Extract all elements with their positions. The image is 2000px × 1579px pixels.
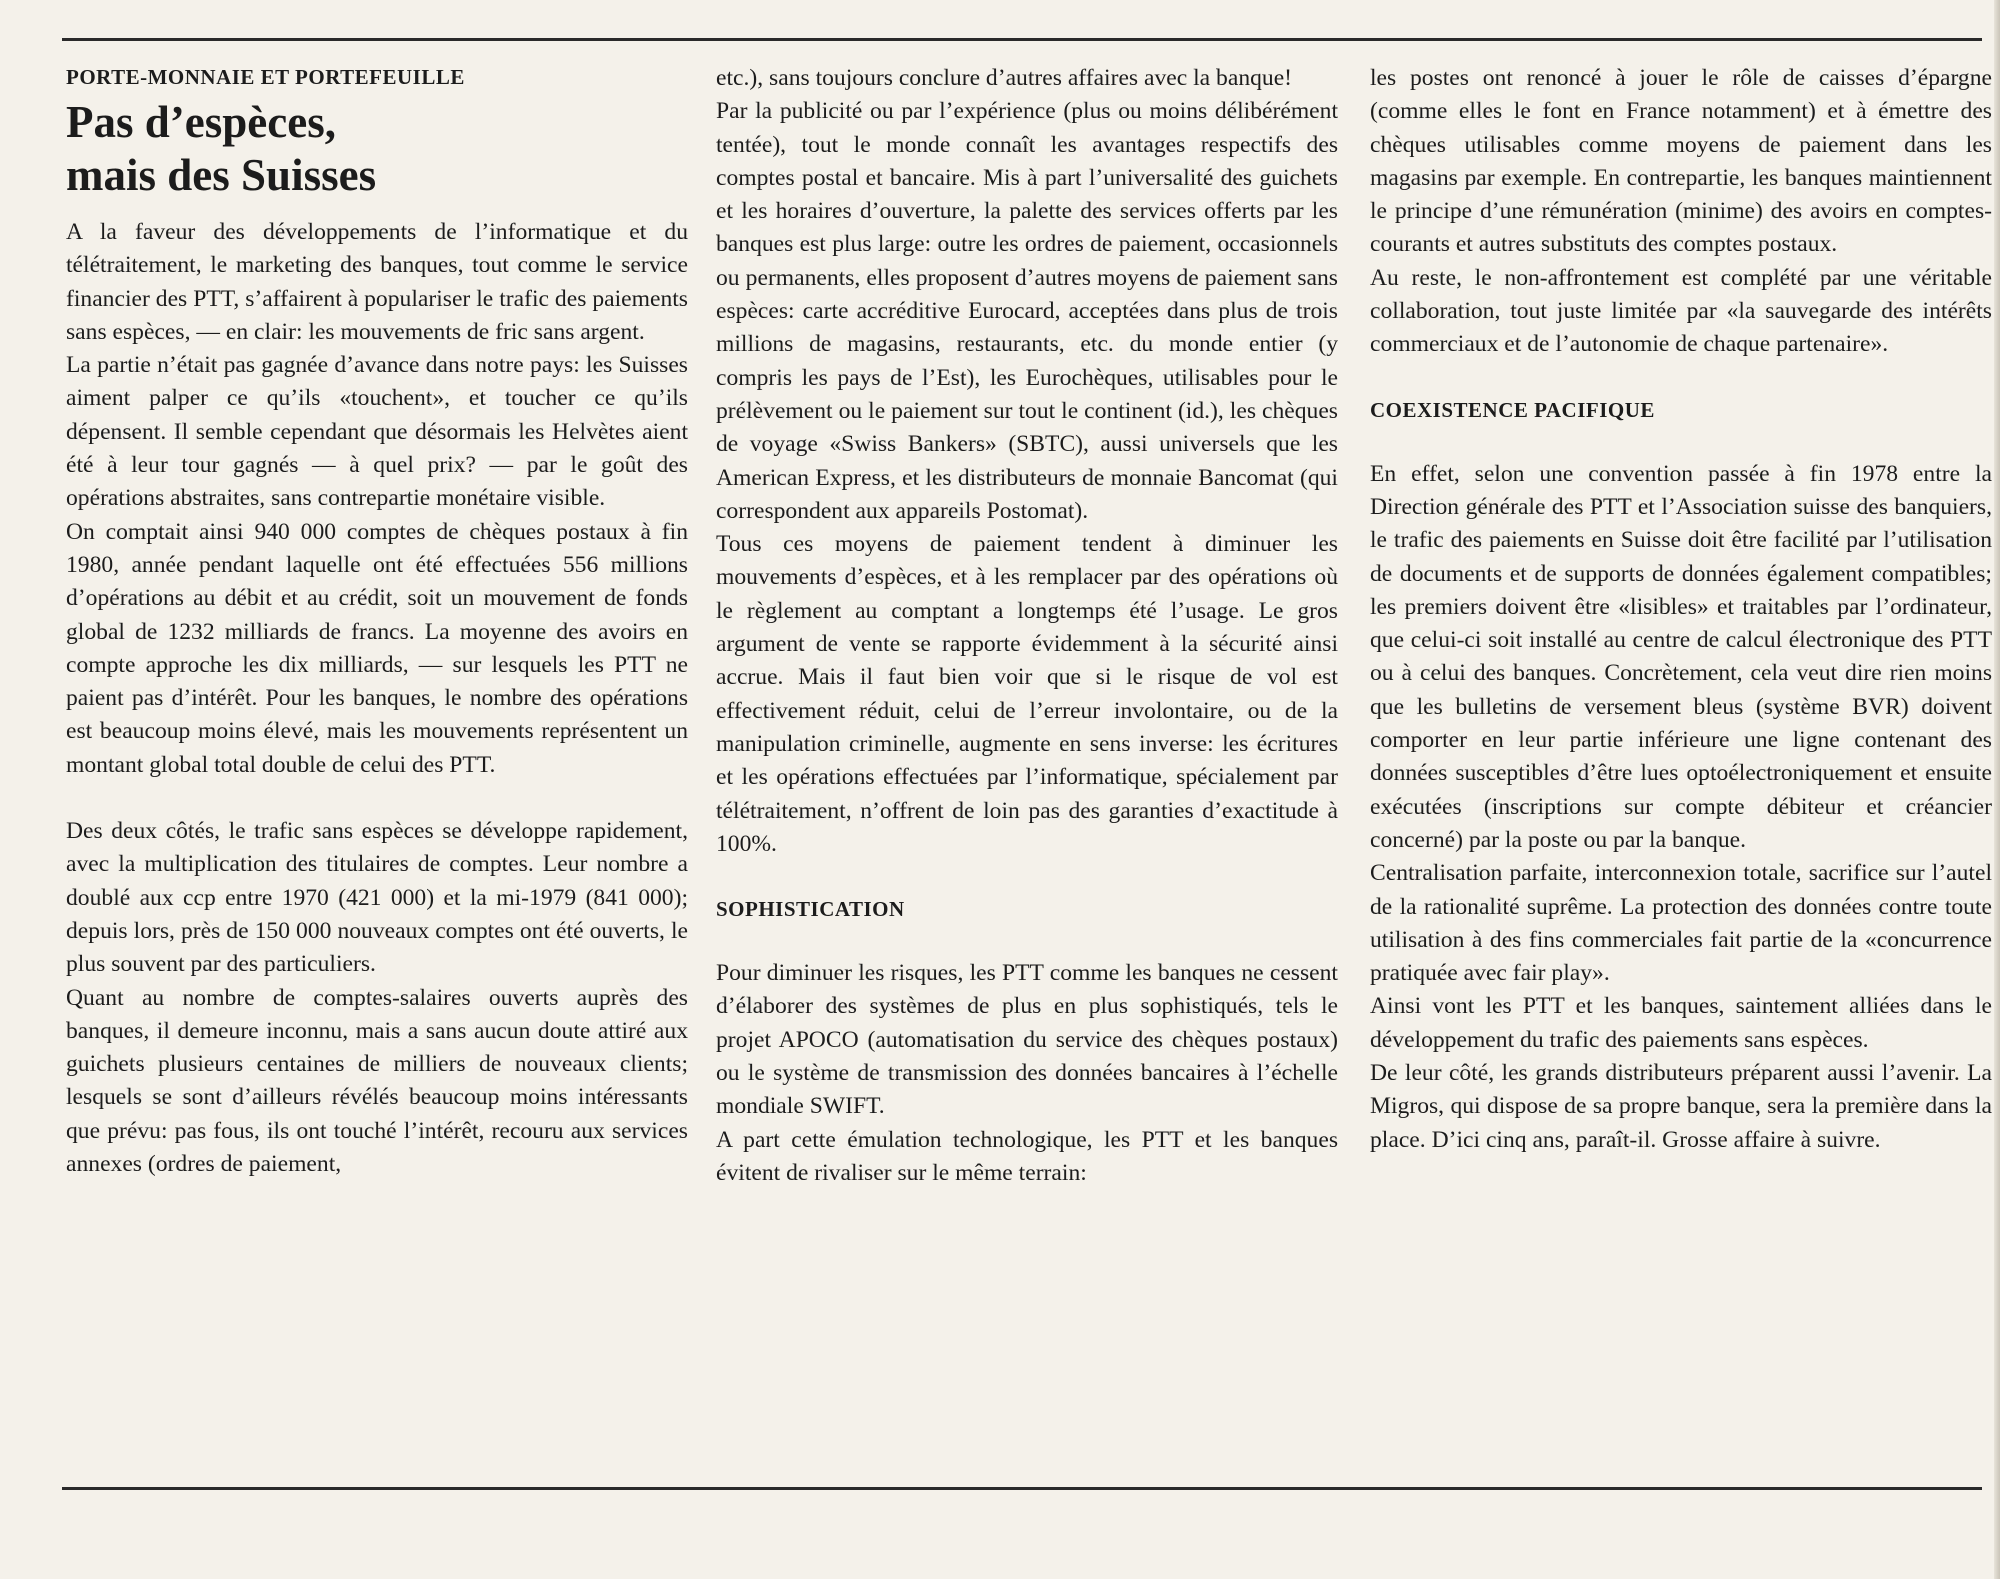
- paragraph: les postes ont renoncé à jouer le rôle de caisses d’épargne (comme elles le font en France notamment) et à émettre des chèques utilisables comme moyens de paiement dans les magasins par exemple. En contrepartie, les banques maintiennent le principe d’une rémunération (minime) des avoirs en comptes-courants et autres substituts des comptes postaux.: [1370, 65, 1992, 258]
- column-3: [1370, 62, 1992, 1157]
- paragraph: On comptait ainsi 940 000 comptes de chèques postaux à fin 1980, année pendant laquelle ont été effectuées 556 millions d’opérations au débit et au crédit, soit un mouvement de fonds global de 1232 milliards de francs. La moyenne des avoirs en compte approche les dix milliards, — sur lesquels les PTT ne paient pas d’intérêt. Pour les banques, le nombre des opérations est beaucoup moins élevé, mais les mouvements représentent un montant global total double de celui des PTT.: [66, 518, 688, 778]
- paragraph: Tous ces moyens de paiement tendent à diminuer les mouvements d’espèces, et à les remplacer par des opérations où le règlement au comptant a longtemps été l’usage. Le gros argument de vente se rapporte évidemment à la sécurité ainsi accrue. Mais il faut bien voir que si le risque de vol est effectivement réduit, celui de l’erreur involontaire, ou de la manipulation criminelle, augmente en sens inverse: les écritures et les opérations effectuées par l’informatique, spécialement par télétraitement, n’offrent de loin pas des garanties d’exactitude à 100%.: [716, 531, 1338, 857]
- paragraph: etc.), sans toujours conclure d’autres affaires avec la banque!: [716, 65, 1293, 91]
- subheading-sophistication: SOPHISTICATION: [716, 897, 905, 922]
- article-headline: [66, 96, 688, 202]
- paragraph: Au reste, le non-affrontement est complété par une véritable collaboration, tout juste limitée par «la sauvegarde des intérêts commerciaux et de l’autonomie de chaque partenaire».: [1370, 264, 1992, 358]
- paragraph: Par la publicité ou par l’expérience (plus ou moins délibérément tentée), tout le monde connaît les avantages respectifs des comptes postal et bancaire. Mis à part l’universalité des guichets et les horaires d’ouverture, la palette des services offerts par les banques est plus large: outre les ordres de paiement, occasionnels ou permanents, elles proposent d’autres moyens de paiement sans espèces: carte accréditive Eurocard, acceptées dans plus de trois millions de magasins, restaurants, etc. du monde entier (y compris les pays de l’Est), les Eurochèques, utilisables pour le prélèvement ou le paiement sur tout le continent (id.), les chèques de voyage «Swiss Bankers» (SBTC), aussi universels que les American Express, et les distributeurs de monnaie Bancomat (qui correspondent aux appareils Postomat).: [716, 98, 1338, 524]
- headline-line-1: Pas d’espèces,: [66, 97, 336, 147]
- paragraph: Ainsi vont les PTT et les banques, saintement alliées dans le développement du trafic des paiements sans espèces.: [1370, 993, 1992, 1053]
- column-2: [716, 62, 1338, 1190]
- page-binding-edge: [1994, 0, 2000, 1579]
- paragraph: Centralisation parfaite, interconnexion totale, sacrifice sur l’autel de la rationalité suprême. La protection des données contre toute utilisation à des fins commerciales fait partie de la «concurrence pratiquée avec fair play».: [1370, 860, 1992, 987]
- bottom-rule: [62, 1487, 1982, 1490]
- paragraph: De leur côté, les grands distributeurs préparent aussi l’avenir. La Migros, qui dispose de sa propre banque, sera la première dans la place. D’ici cinq ans, paraît-il. Grosse affaire à suivre.: [1370, 1060, 1992, 1153]
- paragraph: A part cette émulation technologique, les PTT et les banques évitent de rivaliser sur le même terrain:: [716, 1126, 1338, 1186]
- headline-line-2: mais des Suisses: [66, 150, 377, 200]
- paragraph: Pour diminuer les risques, les PTT comme les banques ne cessent d’élaborer des systèmes de plus en plus sophistiqués, tels le projet APOCO (automatisation du service des chèques postaux) ou le système de transmission des données bancaires à l’échelle mondiale SWIFT.: [716, 960, 1338, 1120]
- top-rule: [62, 38, 1982, 41]
- paragraph: La partie n’était pas gagnée d’avance dans notre pays: les Suisses aiment palper ce qu’ils «touchent», et toucher ce qu’ils dépensent. Il semble cependant que désormais les Helvètes aient été à leur tour gagnés — à quel prix? — par le goût des opérations abstraites, sans contrepartie monétaire visible.: [66, 352, 688, 512]
- subheading-coexistence: COEXISTENCE PACIFIQUE: [1370, 397, 1655, 422]
- paragraph: Des deux côtés, le trafic sans espèces se développe rapidement, avec la multiplication des titulaires de comptes. Leur nombre a doublé aux ccp entre 1970 (421 000) et la mi-1979 (841 000); depuis lors, près de 150 000 nouveaux comptes ont été ouverts, le plus souvent par des particuliers.: [66, 818, 688, 978]
- paragraph: Quant au nombre de comptes-salaires ouverts auprès des banques, il demeure inconnu, mais a sans aucun doute attiré aux guichets plusieurs centaines de milliers de nouveaux clients; lesquels se sont d’ailleurs révélés beaucoup moins intéressants que prévu: pas fous, ils ont touché l’intérêt, recouru aux services annexes (ordres de paiement,: [66, 984, 688, 1178]
- article-kicker: PORTE-MONNAIE ET PORTEFEUILLE: [66, 65, 465, 89]
- paragraph: En effet, selon une convention passée à fin 1978 entre la Direction générale des PTT et l’Association suisse des banquiers, le trafic des paiements en Suisse doit être facilité par l’utilisation de documents et de supports de données également compatibles; les premiers doivent être «lisibles» et traitables par l’ordinateur, que celui-ci soit installé au centre de calcul électronique des PTT ou à celui des banques. Concrètement, cela veut dire rien moins que les bulletins de versement bleus (système BVR) doivent comporter en leur partie inférieure une ligne contenant des données susceptibles d’être lues optoélectroniquement et ensuite exécutées (inscriptions sur compte débiteur et créancier concerné) par la poste ou par la banque.: [1370, 460, 1992, 853]
- paragraph: A la faveur des développements de l’informatique et du télétraitement, le marketing des banques, tout comme le service financier des PTT, s’affairent à populariser le trafic des paiements sans espèces, — en clair: les mouvements de fric sans argent.: [66, 219, 688, 345]
- column-1: [66, 62, 688, 1181]
